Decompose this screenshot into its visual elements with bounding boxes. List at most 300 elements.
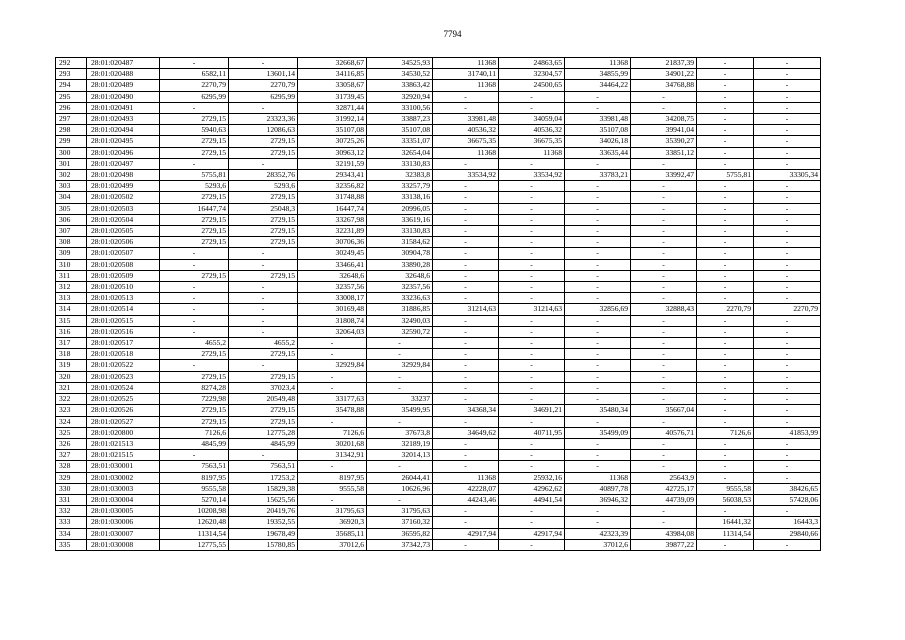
table-cell: 35499,95: [367, 405, 433, 416]
table-cell: -: [298, 338, 367, 349]
table-cell: 28:01:020493: [87, 114, 160, 125]
table-cell: 33992,47: [631, 170, 697, 181]
table-cell: -: [499, 416, 565, 427]
table-cell: 335: [56, 539, 87, 550]
table-cell: -: [631, 270, 697, 281]
table-cell: -: [229, 58, 298, 69]
table-cell: 2729,15: [160, 405, 229, 416]
table-cell: 28:01:020487: [87, 58, 160, 69]
table-cell: 5293,6: [160, 181, 229, 192]
table-cell: 292: [56, 58, 87, 69]
table-cell: -: [631, 349, 697, 360]
table-cell: -: [499, 91, 565, 102]
table-cell: 31795,63: [367, 506, 433, 517]
table-cell: 9555,58: [298, 483, 367, 494]
table-cell: -: [229, 102, 298, 113]
table-cell: 35107,08: [298, 125, 367, 136]
table-cell: -: [631, 226, 697, 237]
table-cell: 28:01:020495: [87, 136, 160, 147]
table-cell: -: [754, 472, 821, 483]
table-row: [56, 147, 821, 158]
table-cell: 35480,34: [565, 405, 631, 416]
table-cell: -: [433, 360, 499, 371]
table-cell: -: [697, 293, 754, 304]
table-cell: 31992,14: [298, 114, 367, 125]
table-cell: 32871,44: [298, 102, 367, 113]
table-cell: 325: [56, 427, 87, 438]
table-cell: 32929,84: [298, 360, 367, 371]
table-cell: 28:01:021515: [87, 450, 160, 461]
table-cell: 4845,99: [160, 438, 229, 449]
table-cell: -: [565, 394, 631, 405]
table-cell: -: [754, 438, 821, 449]
table-cell: -: [499, 248, 565, 259]
table-cell: -: [754, 192, 821, 203]
table-cell: 15780,85: [229, 539, 298, 550]
table-cell: -: [697, 147, 754, 158]
table-cell: 28:01:020503: [87, 203, 160, 214]
table-cell: 11368: [499, 147, 565, 158]
table-cell: 42323,39: [565, 528, 631, 539]
table-cell: 28:01:020516: [87, 326, 160, 337]
table-cell: 2729,15: [160, 270, 229, 281]
page-number: 7794: [443, 29, 462, 39]
table-cell: 35107,08: [565, 125, 631, 136]
table-cell: -: [499, 192, 565, 203]
table-cell: 33100,56: [367, 102, 433, 113]
table-cell: -: [754, 114, 821, 125]
table-cell: -: [298, 416, 367, 427]
table-cell: -: [367, 338, 433, 349]
table-row: [56, 226, 821, 237]
table-cell: 37012,6: [298, 539, 367, 550]
table-cell: -: [499, 349, 565, 360]
table-cell: -: [631, 158, 697, 169]
table-cell: 28:01:020499: [87, 181, 160, 192]
table-cell: -: [631, 203, 697, 214]
table-cell: 28:01:030002: [87, 472, 160, 483]
table-cell: -: [433, 214, 499, 225]
table-cell: -: [697, 438, 754, 449]
table-cell: -: [499, 214, 565, 225]
table-cell: 28:01:020502: [87, 192, 160, 203]
table-cell: 28:01:020494: [87, 125, 160, 136]
table-row: [56, 371, 821, 382]
table-cell: 17253,2: [229, 472, 298, 483]
table-cell: 8197,95: [298, 472, 367, 483]
table-cell: -: [499, 158, 565, 169]
table-row: [56, 483, 821, 494]
table-cell: 31739,45: [298, 91, 367, 102]
table-cell: -: [754, 248, 821, 259]
table-cell: -: [433, 192, 499, 203]
table-cell: 13601,14: [229, 69, 298, 80]
table-cell: 2729,15: [160, 136, 229, 147]
table-cell: 20996,05: [367, 203, 433, 214]
table-cell: 11368: [433, 58, 499, 69]
table-cell: 25048,3: [229, 203, 298, 214]
table-cell: 33305,34: [754, 170, 821, 181]
table-cell: -: [499, 394, 565, 405]
table-cell: 297: [56, 114, 87, 125]
table-cell: 28:01:030004: [87, 494, 160, 505]
table-cell: -: [754, 125, 821, 136]
table-cell: 25932,16: [499, 472, 565, 483]
table-cell: 2729,15: [160, 416, 229, 427]
table-cell: 28:01:020498: [87, 170, 160, 181]
table-row: [56, 416, 821, 427]
table-cell: -: [229, 315, 298, 326]
table-cell: -: [754, 539, 821, 550]
table-cell: 36920,3: [298, 517, 367, 528]
table-row: [56, 270, 821, 281]
table-cell: 320: [56, 371, 87, 382]
table-cell: -: [631, 248, 697, 259]
table-cell: -: [433, 416, 499, 427]
table-cell: -: [433, 158, 499, 169]
table-cell: 316: [56, 326, 87, 337]
table-cell: -: [298, 349, 367, 360]
table-cell: -: [565, 282, 631, 293]
table-cell: -: [298, 371, 367, 382]
table-cell: 2729,15: [229, 349, 298, 360]
table-cell: 32648,6: [367, 270, 433, 281]
table-cell: 34768,88: [631, 80, 697, 91]
table-row: [56, 91, 821, 102]
table-row: [56, 214, 821, 225]
table-cell: -: [697, 226, 754, 237]
table-cell: -: [631, 517, 697, 528]
table-cell: 33851,12: [631, 147, 697, 158]
table-cell: -: [631, 338, 697, 349]
table-cell: -: [433, 91, 499, 102]
table-cell: 33008,17: [298, 293, 367, 304]
table-cell: -: [433, 293, 499, 304]
table-cell: -: [754, 203, 821, 214]
table-cell: -: [754, 147, 821, 158]
table-cell: -: [499, 293, 565, 304]
table-cell: 328: [56, 461, 87, 472]
table-cell: 33130,83: [367, 226, 433, 237]
table-cell: 19352,55: [229, 517, 298, 528]
table-cell: 12620,48: [160, 517, 229, 528]
table-cell: -: [499, 181, 565, 192]
table-cell: 308: [56, 237, 87, 248]
table-cell: 32383,8: [367, 170, 433, 181]
table-cell: -: [565, 315, 631, 326]
table-cell: 28:01:020515: [87, 315, 160, 326]
table-cell: -: [631, 461, 697, 472]
table-cell: 33351,07: [367, 136, 433, 147]
table-cell: 11368: [433, 80, 499, 91]
table-cell: 33466,41: [298, 259, 367, 270]
table-row: [56, 203, 821, 214]
table-cell: 16447,74: [298, 203, 367, 214]
table-cell: -: [565, 338, 631, 349]
table-cell: 294: [56, 80, 87, 91]
table-cell: -: [754, 158, 821, 169]
table-cell: 28:01:020513: [87, 293, 160, 304]
table-cell: 28:01:020523: [87, 371, 160, 382]
table-cell: 32929,84: [367, 360, 433, 371]
table-cell: 16447,74: [160, 203, 229, 214]
table-cell: 34059,04: [499, 114, 565, 125]
table-cell: 333: [56, 517, 87, 528]
table-cell: 2729,15: [229, 226, 298, 237]
table-cell: -: [631, 237, 697, 248]
table-cell: 307: [56, 226, 87, 237]
table-cell: -: [631, 91, 697, 102]
table-cell: -: [697, 58, 754, 69]
table-cell: -: [433, 226, 499, 237]
table-cell: -: [565, 248, 631, 259]
table-cell: -: [754, 450, 821, 461]
table-cell: -: [565, 382, 631, 393]
table-cell: 2729,15: [160, 349, 229, 360]
table-cell: 4845,99: [229, 438, 298, 449]
table-cell: 310: [56, 259, 87, 270]
table-cell: 37160,32: [367, 517, 433, 528]
table-cell: 2270,79: [697, 304, 754, 315]
table-cell: -: [565, 259, 631, 270]
table-cell: 34525,93: [367, 58, 433, 69]
table-cell: 299: [56, 136, 87, 147]
table-row: [56, 338, 821, 349]
table-cell: -: [433, 248, 499, 259]
table-cell: 35499,09: [565, 427, 631, 438]
table-cell: 2729,15: [229, 405, 298, 416]
table-cell: 30963,12: [298, 147, 367, 158]
table-cell: -: [631, 450, 697, 461]
table-row: [56, 360, 821, 371]
table-cell: -: [631, 192, 697, 203]
table-cell: 36675,35: [499, 136, 565, 147]
table-cell: -: [697, 416, 754, 427]
table-cell: 32357,56: [298, 282, 367, 293]
table-cell: -: [499, 102, 565, 113]
table-cell: 2729,15: [160, 214, 229, 225]
table-cell: 20419,76: [229, 506, 298, 517]
table-cell: 32856,69: [565, 304, 631, 315]
table-cell: -: [367, 349, 433, 360]
table-row: [56, 293, 821, 304]
table-cell: -: [433, 506, 499, 517]
table-cell: 33130,83: [367, 158, 433, 169]
table-row: [56, 170, 821, 181]
table-row: [56, 80, 821, 91]
table-row: [56, 450, 821, 461]
table-cell: 20549,48: [229, 394, 298, 405]
table-cell: -: [565, 192, 631, 203]
table-cell: 37342,73: [367, 539, 433, 550]
table-cell: 15829,38: [229, 483, 298, 494]
table-cell: -: [433, 181, 499, 192]
table-cell: 42228,07: [433, 483, 499, 494]
table-cell: -: [160, 158, 229, 169]
table-cell: -: [697, 80, 754, 91]
table-cell: 28:01:030003: [87, 483, 160, 494]
table-cell: 28:01:020505: [87, 226, 160, 237]
table-cell: 324: [56, 416, 87, 427]
table-cell: 30706,36: [298, 237, 367, 248]
table-cell: 28:01:020508: [87, 259, 160, 270]
table-cell: 32304,57: [499, 69, 565, 80]
table-cell: 11368: [433, 147, 499, 158]
table-cell: 311: [56, 270, 87, 281]
table-cell: -: [697, 282, 754, 293]
table-cell: 30725,26: [298, 136, 367, 147]
table-cell: -: [499, 338, 565, 349]
table-cell: -: [565, 91, 631, 102]
table-cell: 34901,22: [631, 69, 697, 80]
table-cell: -: [754, 69, 821, 80]
table-cell: -: [565, 158, 631, 169]
table-cell: -: [565, 371, 631, 382]
table-cell: 40536,32: [433, 125, 499, 136]
table-cell: -: [631, 315, 697, 326]
table-cell: 2729,15: [160, 226, 229, 237]
table-cell: 32648,6: [298, 270, 367, 281]
table-cell: -: [697, 394, 754, 405]
table-cell: 44941,54: [499, 494, 565, 505]
table-cell: 34691,21: [499, 405, 565, 416]
table-cell: 31740,11: [433, 69, 499, 80]
table-row: [56, 181, 821, 192]
table-cell: 38426,65: [754, 483, 821, 494]
table-cell: 42917,94: [499, 528, 565, 539]
table-cell: -: [229, 282, 298, 293]
table-cell: 2729,15: [160, 147, 229, 158]
table-row: [56, 125, 821, 136]
table-cell: -: [565, 461, 631, 472]
table-cell: -: [298, 494, 367, 505]
table-cell: -: [229, 450, 298, 461]
table-cell: 5270,14: [160, 494, 229, 505]
table-cell: 33237: [367, 394, 433, 405]
table-cell: -: [631, 282, 697, 293]
table-cell: 28:01:030001: [87, 461, 160, 472]
table-cell: 303: [56, 181, 87, 192]
table-cell: 28:01:020490: [87, 91, 160, 102]
table-cell: 2729,15: [229, 136, 298, 147]
table-cell: -: [565, 214, 631, 225]
table-cell: 28:01:020525: [87, 394, 160, 405]
table-cell: 2729,15: [160, 371, 229, 382]
table-cell: 32356,82: [298, 181, 367, 192]
table-cell: -: [754, 270, 821, 281]
table-cell: 32231,89: [298, 226, 367, 237]
table-cell: 28:01:020507: [87, 248, 160, 259]
table-cell: -: [160, 360, 229, 371]
table-cell: 33783,21: [565, 170, 631, 181]
table-cell: -: [754, 506, 821, 517]
table-cell: 12775,55: [160, 539, 229, 550]
table-cell: -: [367, 382, 433, 393]
table-cell: 34116,85: [298, 69, 367, 80]
table-cell: -: [697, 338, 754, 349]
table-row: [56, 304, 821, 315]
table-cell: 313: [56, 293, 87, 304]
table-cell: 28:01:020488: [87, 69, 160, 80]
table-cell: -: [754, 360, 821, 371]
table-cell: 35478,88: [298, 405, 367, 416]
table-cell: 301: [56, 158, 87, 169]
table-cell: -: [499, 203, 565, 214]
table-cell: 318: [56, 349, 87, 360]
table-row: [56, 427, 821, 438]
table-cell: 317: [56, 338, 87, 349]
table-cell: -: [697, 506, 754, 517]
table-body: [56, 58, 821, 551]
table-cell: 8197,95: [160, 472, 229, 483]
table-cell: 33236,63: [367, 293, 433, 304]
table-cell: -: [631, 360, 697, 371]
table-cell: 331: [56, 494, 87, 505]
table-cell: 28:01:020527: [87, 416, 160, 427]
table-cell: 4655,2: [160, 338, 229, 349]
table-cell: -: [631, 259, 697, 270]
table-cell: -: [754, 58, 821, 69]
table-cell: 34368,34: [433, 405, 499, 416]
table-cell: 41853,99: [754, 427, 821, 438]
table-cell: -: [160, 248, 229, 259]
table-cell: 28:01:020497: [87, 158, 160, 169]
table-cell: 33267,98: [298, 214, 367, 225]
table-cell: -: [631, 326, 697, 337]
table-cell: -: [754, 237, 821, 248]
table-cell: 32191,59: [298, 158, 367, 169]
table-cell: -: [565, 438, 631, 449]
table-cell: 40711,95: [499, 427, 565, 438]
table-cell: 2729,15: [229, 270, 298, 281]
table-cell: 28:01:020496: [87, 147, 160, 158]
table-cell: -: [298, 382, 367, 393]
table-cell: -: [697, 102, 754, 113]
table-row: [56, 114, 821, 125]
table-cell: 309: [56, 248, 87, 259]
table-cell: 42962,62: [499, 483, 565, 494]
table-cell: -: [565, 506, 631, 517]
table-row: [56, 528, 821, 539]
table-cell: -: [433, 102, 499, 113]
table-cell: -: [565, 270, 631, 281]
table-cell: 32668,67: [298, 58, 367, 69]
table-cell: 40536,32: [499, 125, 565, 136]
table-cell: -: [499, 282, 565, 293]
table-cell: 29343,41: [298, 170, 367, 181]
table-cell: 43984,08: [631, 528, 697, 539]
table-cell: 25643,9: [631, 472, 697, 483]
table-cell: -: [754, 394, 821, 405]
table-cell: 332: [56, 506, 87, 517]
table-cell: 33177,63: [298, 394, 367, 405]
table-cell: 11368: [565, 472, 631, 483]
table-cell: -: [160, 282, 229, 293]
table-cell: -: [697, 382, 754, 393]
table-cell: -: [499, 517, 565, 528]
table-cell: 28:01:020514: [87, 304, 160, 315]
table-cell: 28:01:030007: [87, 528, 160, 539]
table-cell: 32654,04: [367, 147, 433, 158]
table-cell: 28:01:020800: [87, 427, 160, 438]
table-cell: -: [565, 102, 631, 113]
table-row: [56, 58, 821, 69]
table-cell: -: [499, 539, 565, 550]
table-cell: 33534,92: [499, 170, 565, 181]
table-cell: -: [499, 450, 565, 461]
table-cell: 16443,3: [754, 517, 821, 528]
table-cell: -: [754, 315, 821, 326]
